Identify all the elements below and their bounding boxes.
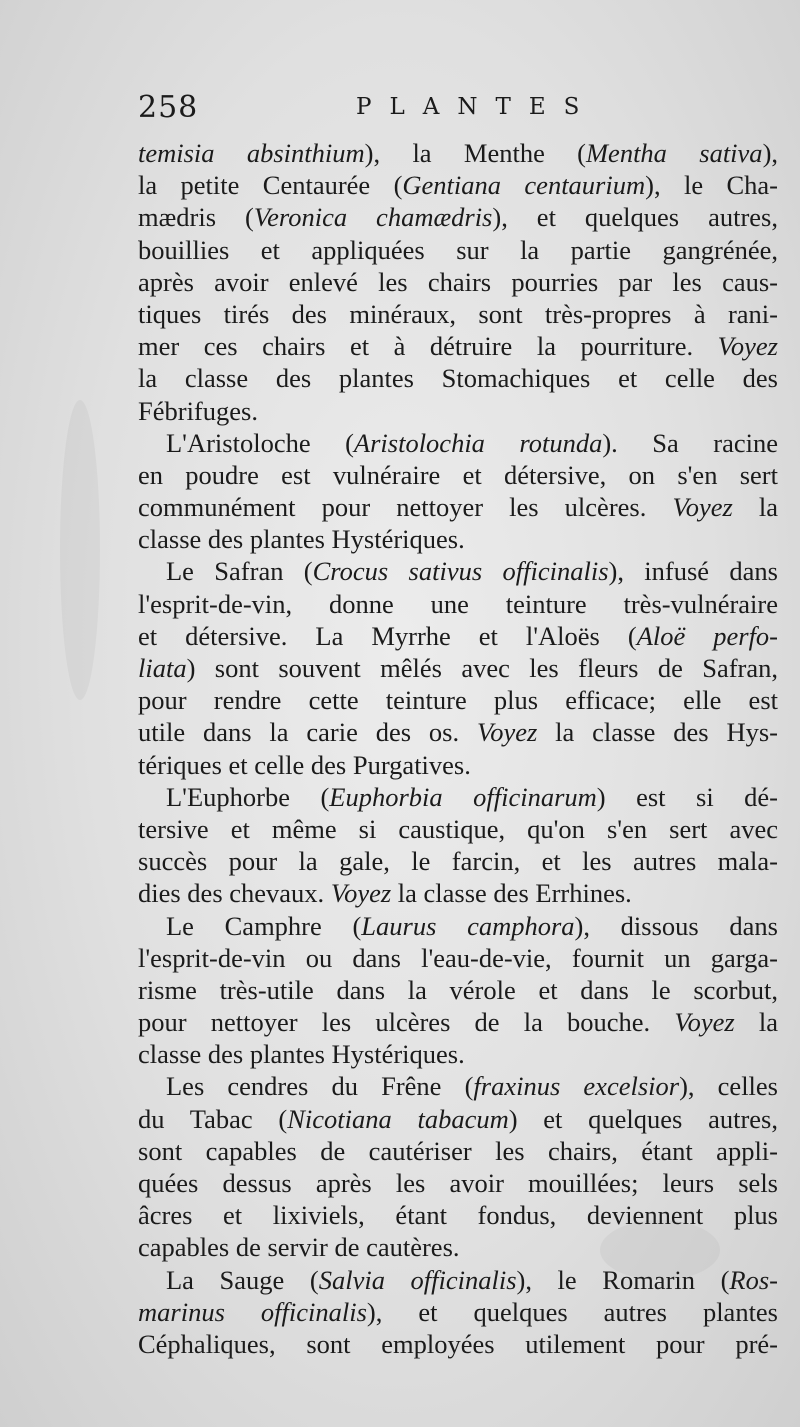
text-line bbox=[138, 395, 778, 427]
text-run: communément pour nettoyer les ulcères. bbox=[138, 492, 673, 523]
text-run: capables de servir de cautères. bbox=[138, 1232, 460, 1263]
text-line bbox=[138, 1167, 778, 1199]
text-run: bouillies et appliquées sur la partie gangrénée, bbox=[138, 234, 778, 265]
text-line bbox=[138, 1328, 778, 1360]
text-run: ), la Menthe ( bbox=[364, 138, 586, 168]
italic-run: Mentha sativa bbox=[585, 138, 763, 168]
text-run: ), celles bbox=[679, 1071, 778, 1102]
text-line bbox=[138, 1231, 778, 1263]
text-run: âcres et lixiviels, étant fondus, deviennent plus bbox=[138, 1200, 778, 1231]
text-run: du Tabac ( bbox=[138, 1103, 288, 1134]
text-line bbox=[138, 362, 778, 394]
text-line bbox=[138, 523, 778, 555]
text-run: Fébrifuges. bbox=[138, 395, 258, 426]
text-run: l'esprit-de-vin ou dans l'eau-de-vie, fournit un garga- bbox=[138, 942, 778, 973]
italic-run: Voyez bbox=[330, 878, 392, 909]
italic-run: Gentiana centaurium bbox=[402, 170, 646, 201]
text-run: pour nettoyer les ulcères de la bouche. bbox=[138, 1007, 675, 1038]
text-line bbox=[138, 234, 778, 266]
text-run: utile dans la carie des os. bbox=[138, 717, 477, 748]
page-header bbox=[138, 90, 778, 130]
italic-run: Salvia officinalis bbox=[318, 1264, 517, 1295]
italic-run: Aloë perfo- bbox=[636, 620, 778, 651]
text-line bbox=[138, 1103, 778, 1135]
paper-shadow bbox=[60, 400, 100, 700]
text-run: en poudre est vulnéraire et détersive, on s'en sert bbox=[138, 459, 778, 490]
page-number: 258 bbox=[138, 90, 199, 125]
text-run: ) est si dé- bbox=[596, 781, 778, 812]
text-line bbox=[138, 1264, 778, 1296]
text-run: la petite Centaurée ( bbox=[138, 170, 403, 201]
text-line bbox=[138, 427, 778, 459]
italic-run: Crocus sativus officinalis bbox=[312, 556, 609, 587]
text-run: ), dissous dans bbox=[574, 910, 778, 941]
text-run: ), le Romarin ( bbox=[516, 1264, 730, 1295]
text-run: ) et quelques autres, bbox=[508, 1103, 778, 1134]
text-run: l'esprit-de-vin, donne une teinture très-vulnéraire bbox=[138, 588, 778, 619]
text-run: Céphaliques, sont employées utilement pour pré- bbox=[138, 1328, 778, 1359]
italic-run: Veronica chamædris bbox=[253, 202, 493, 233]
text-line bbox=[138, 137, 778, 169]
text-run: tiques tirés des minéraux, sont très-propres à rani- bbox=[138, 298, 778, 329]
italic-run: Voyez bbox=[672, 492, 733, 523]
italic-run: Euphorbia officinarum bbox=[329, 781, 597, 812]
text-run: la bbox=[734, 1007, 778, 1038]
text-run: ), et quelques autres, bbox=[492, 202, 778, 233]
text-run: mædris ( bbox=[138, 202, 254, 233]
text-line bbox=[138, 330, 778, 362]
text-line bbox=[138, 974, 778, 1006]
text-line bbox=[138, 845, 778, 877]
text-line bbox=[138, 684, 778, 716]
text-run: tériques et celle des Purgatives. bbox=[138, 749, 471, 780]
italic-run: Voyez bbox=[717, 331, 778, 362]
italic-run: Ros- bbox=[729, 1264, 778, 1295]
text-line bbox=[138, 910, 778, 942]
text-run: classe des plantes Hystériques. bbox=[138, 1039, 465, 1070]
text-line bbox=[138, 459, 778, 491]
text-run: quées dessus après les avoir mouillées; leurs sels bbox=[138, 1168, 778, 1198]
text-run: la classe des Hys- bbox=[537, 717, 778, 748]
text-line bbox=[138, 491, 778, 523]
text-line bbox=[138, 1199, 778, 1231]
text-line bbox=[138, 1070, 778, 1102]
italic-run: Laurus camphora bbox=[361, 910, 575, 941]
italic-run: Aristolochia rotunda bbox=[353, 427, 603, 458]
text-line bbox=[138, 588, 778, 620]
text-run: dies des chevaux. bbox=[138, 878, 331, 909]
text-line bbox=[138, 1006, 778, 1038]
text-run: succès pour la gale, le farcin, et les autres mala- bbox=[138, 846, 778, 877]
text-run: sont capables de cautériser les chairs, étant appli- bbox=[138, 1135, 778, 1166]
text-run: Le Safran ( bbox=[166, 556, 313, 587]
text-run: pour rendre cette teinture plus efficace; elle est bbox=[138, 685, 778, 716]
text-run: risme très-utile dans la vérole et dans le scorbut, bbox=[138, 974, 778, 1005]
text-line bbox=[138, 652, 778, 684]
text-run: ), bbox=[762, 138, 778, 168]
text-run: Le Camphre ( bbox=[166, 910, 362, 941]
text-run: ). Sa racine bbox=[602, 427, 778, 458]
text-run: ), infusé dans bbox=[608, 556, 778, 587]
text-line bbox=[138, 201, 778, 233]
italic-run: marinus officinalis bbox=[138, 1296, 367, 1327]
text-run: tersive et même si caustique, qu'on s'en sert avec bbox=[138, 813, 778, 844]
italic-run: Voyez bbox=[674, 1007, 735, 1038]
text-line bbox=[138, 749, 778, 781]
italic-run: liata bbox=[138, 653, 187, 683]
text-run: après avoir enlevé les chairs pourries par les caus- bbox=[138, 266, 778, 297]
text-run: la classe des Errhines. bbox=[391, 878, 632, 909]
body-text bbox=[138, 137, 778, 1360]
text-run: ), et quelques autres plantes bbox=[366, 1296, 778, 1327]
text-line bbox=[138, 781, 778, 813]
italic-run: fraxinus excelsior bbox=[473, 1071, 680, 1102]
running-title: PLANTES bbox=[356, 94, 598, 120]
text-line bbox=[138, 877, 778, 909]
text-run: La Sauge ( bbox=[166, 1264, 319, 1295]
text-line bbox=[138, 942, 778, 974]
text-run: classe des plantes Hystériques. bbox=[138, 524, 465, 555]
text-line bbox=[138, 813, 778, 845]
text-run: la bbox=[732, 492, 778, 523]
text-run: ) sont souvent mêlés avec les fleurs de Safran, bbox=[186, 653, 778, 683]
italic-run: temisia absinthium bbox=[138, 138, 365, 168]
text-line bbox=[138, 266, 778, 298]
text-run: L'Euphorbe ( bbox=[166, 781, 330, 812]
text-line bbox=[138, 716, 778, 748]
text-run: ), le Cha- bbox=[645, 170, 778, 201]
text-line bbox=[138, 620, 778, 652]
text-line bbox=[138, 1038, 778, 1070]
text-run: la classe des plantes Stomachiques et celle des bbox=[138, 363, 778, 394]
italic-run: Voyez bbox=[476, 717, 538, 748]
text-line bbox=[138, 1296, 778, 1328]
text-line bbox=[138, 169, 778, 201]
text-run: L'Aristoloche ( bbox=[166, 427, 354, 458]
italic-run: Nicotiana tabacum bbox=[287, 1103, 509, 1134]
text-run: Les cendres du Frêne ( bbox=[166, 1071, 474, 1102]
text-run: et détersive. La Myrrhe et l'Aloës ( bbox=[138, 620, 637, 651]
text-line bbox=[138, 1135, 778, 1167]
text-line bbox=[138, 298, 778, 330]
text-run: mer ces chairs et à détruire la pourriture. bbox=[138, 331, 718, 362]
text-line bbox=[138, 555, 778, 587]
